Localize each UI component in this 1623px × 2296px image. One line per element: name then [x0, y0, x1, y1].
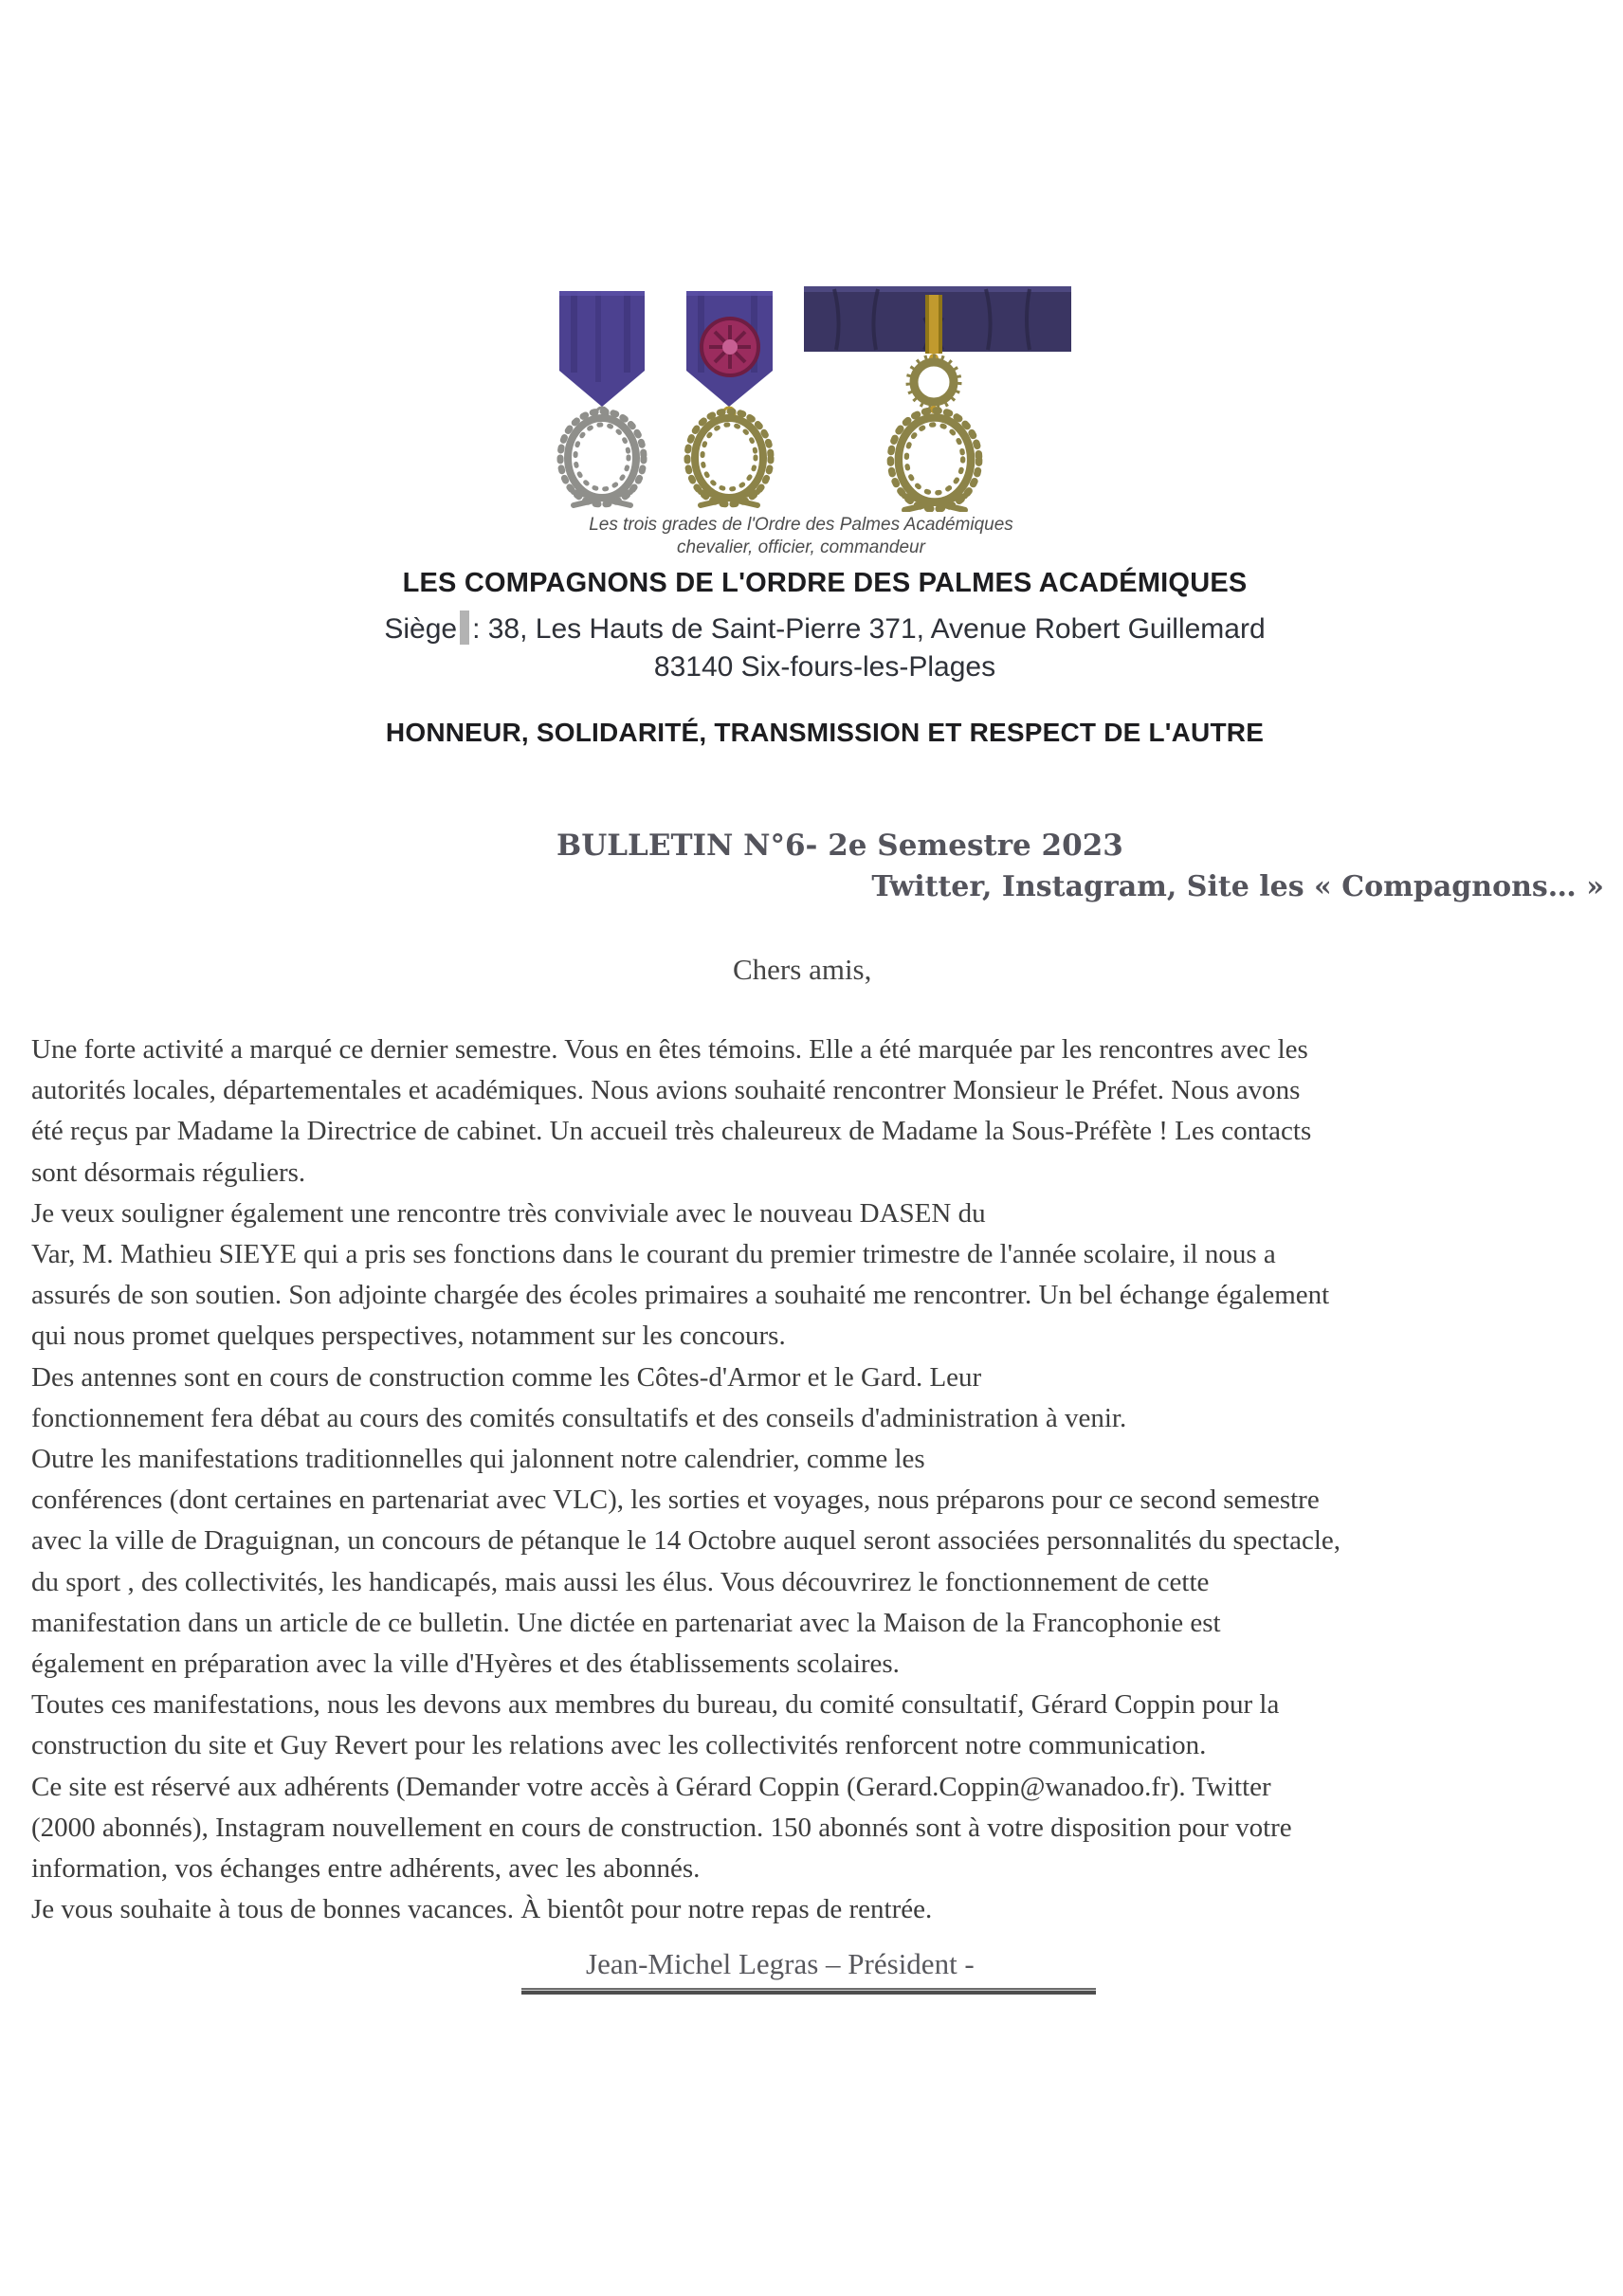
medal-officier: [686, 291, 773, 505]
letter-salutation: Chers amis,: [733, 953, 872, 986]
rosette: [702, 319, 758, 375]
association-motto: HONNEUR, SOLIDARITÉ, TRANSMISSION ET RESPECT DE L'AUTRE: [385, 718, 1265, 747]
body-line: Je veux souligner également une rencontre très conviviale avec le nouveau DASEN du: [31, 1197, 986, 1229]
body-line: Var, M. Mathieu SIEYE qui a pris ses fonctions dans le courant du premier trimestre de l'année scolaire, il nous a: [31, 1239, 1276, 1270]
body-line: assurés de son soutien. Son adjointe chargée des écoles primaires a souhaité me rencontrer. Un bel échange également: [31, 1280, 1330, 1311]
medals-caption-line1: Les trois grades de l'Ordre des Palmes Académiques: [589, 515, 1013, 535]
text-cursor: [460, 610, 469, 645]
bulletin-title: BULLETIN N°6- 2e Semestre 2023: [556, 829, 1123, 863]
body-line: construction du site et Guy Revert pour les relations avec les collectivités renforcent notre communication.: [31, 1730, 1207, 1761]
body-line: sont désormais réguliers.: [31, 1157, 306, 1188]
address-prefix: Siège: [384, 613, 458, 645]
address-rest: : 38, Les Hauts de Saint-Pierre 371, Avenue Robert Guillemard: [472, 613, 1266, 645]
body-line: manifestation dans un article de ce bulletin. Une dictée en partenariat avec la Maison de la Francophonie est: [31, 1607, 1221, 1638]
body-line: été reçus par Madame la Directrice de cabinet. Un accueil très chaleureux de Madame la Sous-Préfète ! Les contacts: [31, 1116, 1312, 1147]
body-line: qui nous promet quelques perspectives, notamment sur les concours.: [31, 1321, 786, 1352]
medals-caption-line2: chevalier, officier, commandeur: [677, 538, 925, 557]
body-line: Je vous souhaite à tous de bonnes vacances. À bientôt pour notre repas de rentrée.: [31, 1894, 933, 1925]
medals-caption: [327, 514, 1275, 559]
body-line: Ce site est réservé aux adhérents (Demander votre accès à Gérard Coppin (Gerard.Coppin@wanadoo.fr). Twitter: [31, 1771, 1271, 1802]
body-line: Une forte activité a marqué ce dernier semestre. Vous en êtes témoins. Elle a été marquée par les rencontres avec les: [31, 1034, 1308, 1065]
body-line: information, vos échanges entre adhérents, avec les abonnés.: [31, 1853, 701, 1885]
palmes-medals-illustration: [540, 280, 1090, 512]
signature-underline: [521, 1988, 1096, 1995]
body-line: du sport , des collectivités, les handicapés, mais aussi les élus. Vous découvrirez le fonctionnement de cette: [31, 1566, 1210, 1597]
association-address-line2: 83140 Six-fours-les-Plages: [653, 651, 996, 683]
letter-body: [31, 1030, 1614, 1930]
body-line: également en préparation avec la ville d'Hyères et des établissements scolaires.: [31, 1649, 900, 1680]
medals-image: [540, 280, 1090, 512]
body-line: avec la ville de Draguignan, un concours de pétanque le 14 Octobre auquel seront associées personnalités du spectacle,: [31, 1525, 1341, 1557]
signature-line: Jean-Michel Legras – Président -: [586, 1947, 975, 1980]
body-line: conférences (dont certaines en partenariat avec VLC), les sorties et voyages, nous préparons pour ce second semestre: [31, 1485, 1320, 1516]
association-address-line1: [19, 610, 1623, 646]
bulletin-subtitle: Twitter, Instagram, Site les « Compagnons… »: [871, 870, 1604, 903]
medal-commandeur: [804, 286, 1071, 510]
body-line: fonctionnement fera débat au cours des comités consultatifs et des conseils d'administration à venir.: [31, 1402, 1127, 1433]
association-title: LES COMPAGNONS DE L'ORDRE DES PALMES ACADÉMIQUES: [402, 568, 1248, 598]
body-line: Toutes ces manifestations, nous les devons aux membres du bureau, du comité consultatif, Gérard Coppin pour la: [31, 1689, 1280, 1721]
medal-chevalier: [559, 291, 645, 505]
body-line: autorités locales, départementales et académiques. Nous avions souhaité rencontrer Monsieur le Préfet. Nous avons: [31, 1075, 1301, 1106]
body-line: (2000 abonnés), Instagram nouvellement en cours de construction. 150 abonnés sont à votre disposition pour votre: [31, 1812, 1292, 1843]
body-line: Outre les manifestations traditionnelles qui jalonnent notre calendrier, comme les: [31, 1444, 925, 1475]
body-line: Des antennes sont en cours de construction comme les Côtes-d'Armor et le Gard. Leur: [31, 1361, 982, 1393]
